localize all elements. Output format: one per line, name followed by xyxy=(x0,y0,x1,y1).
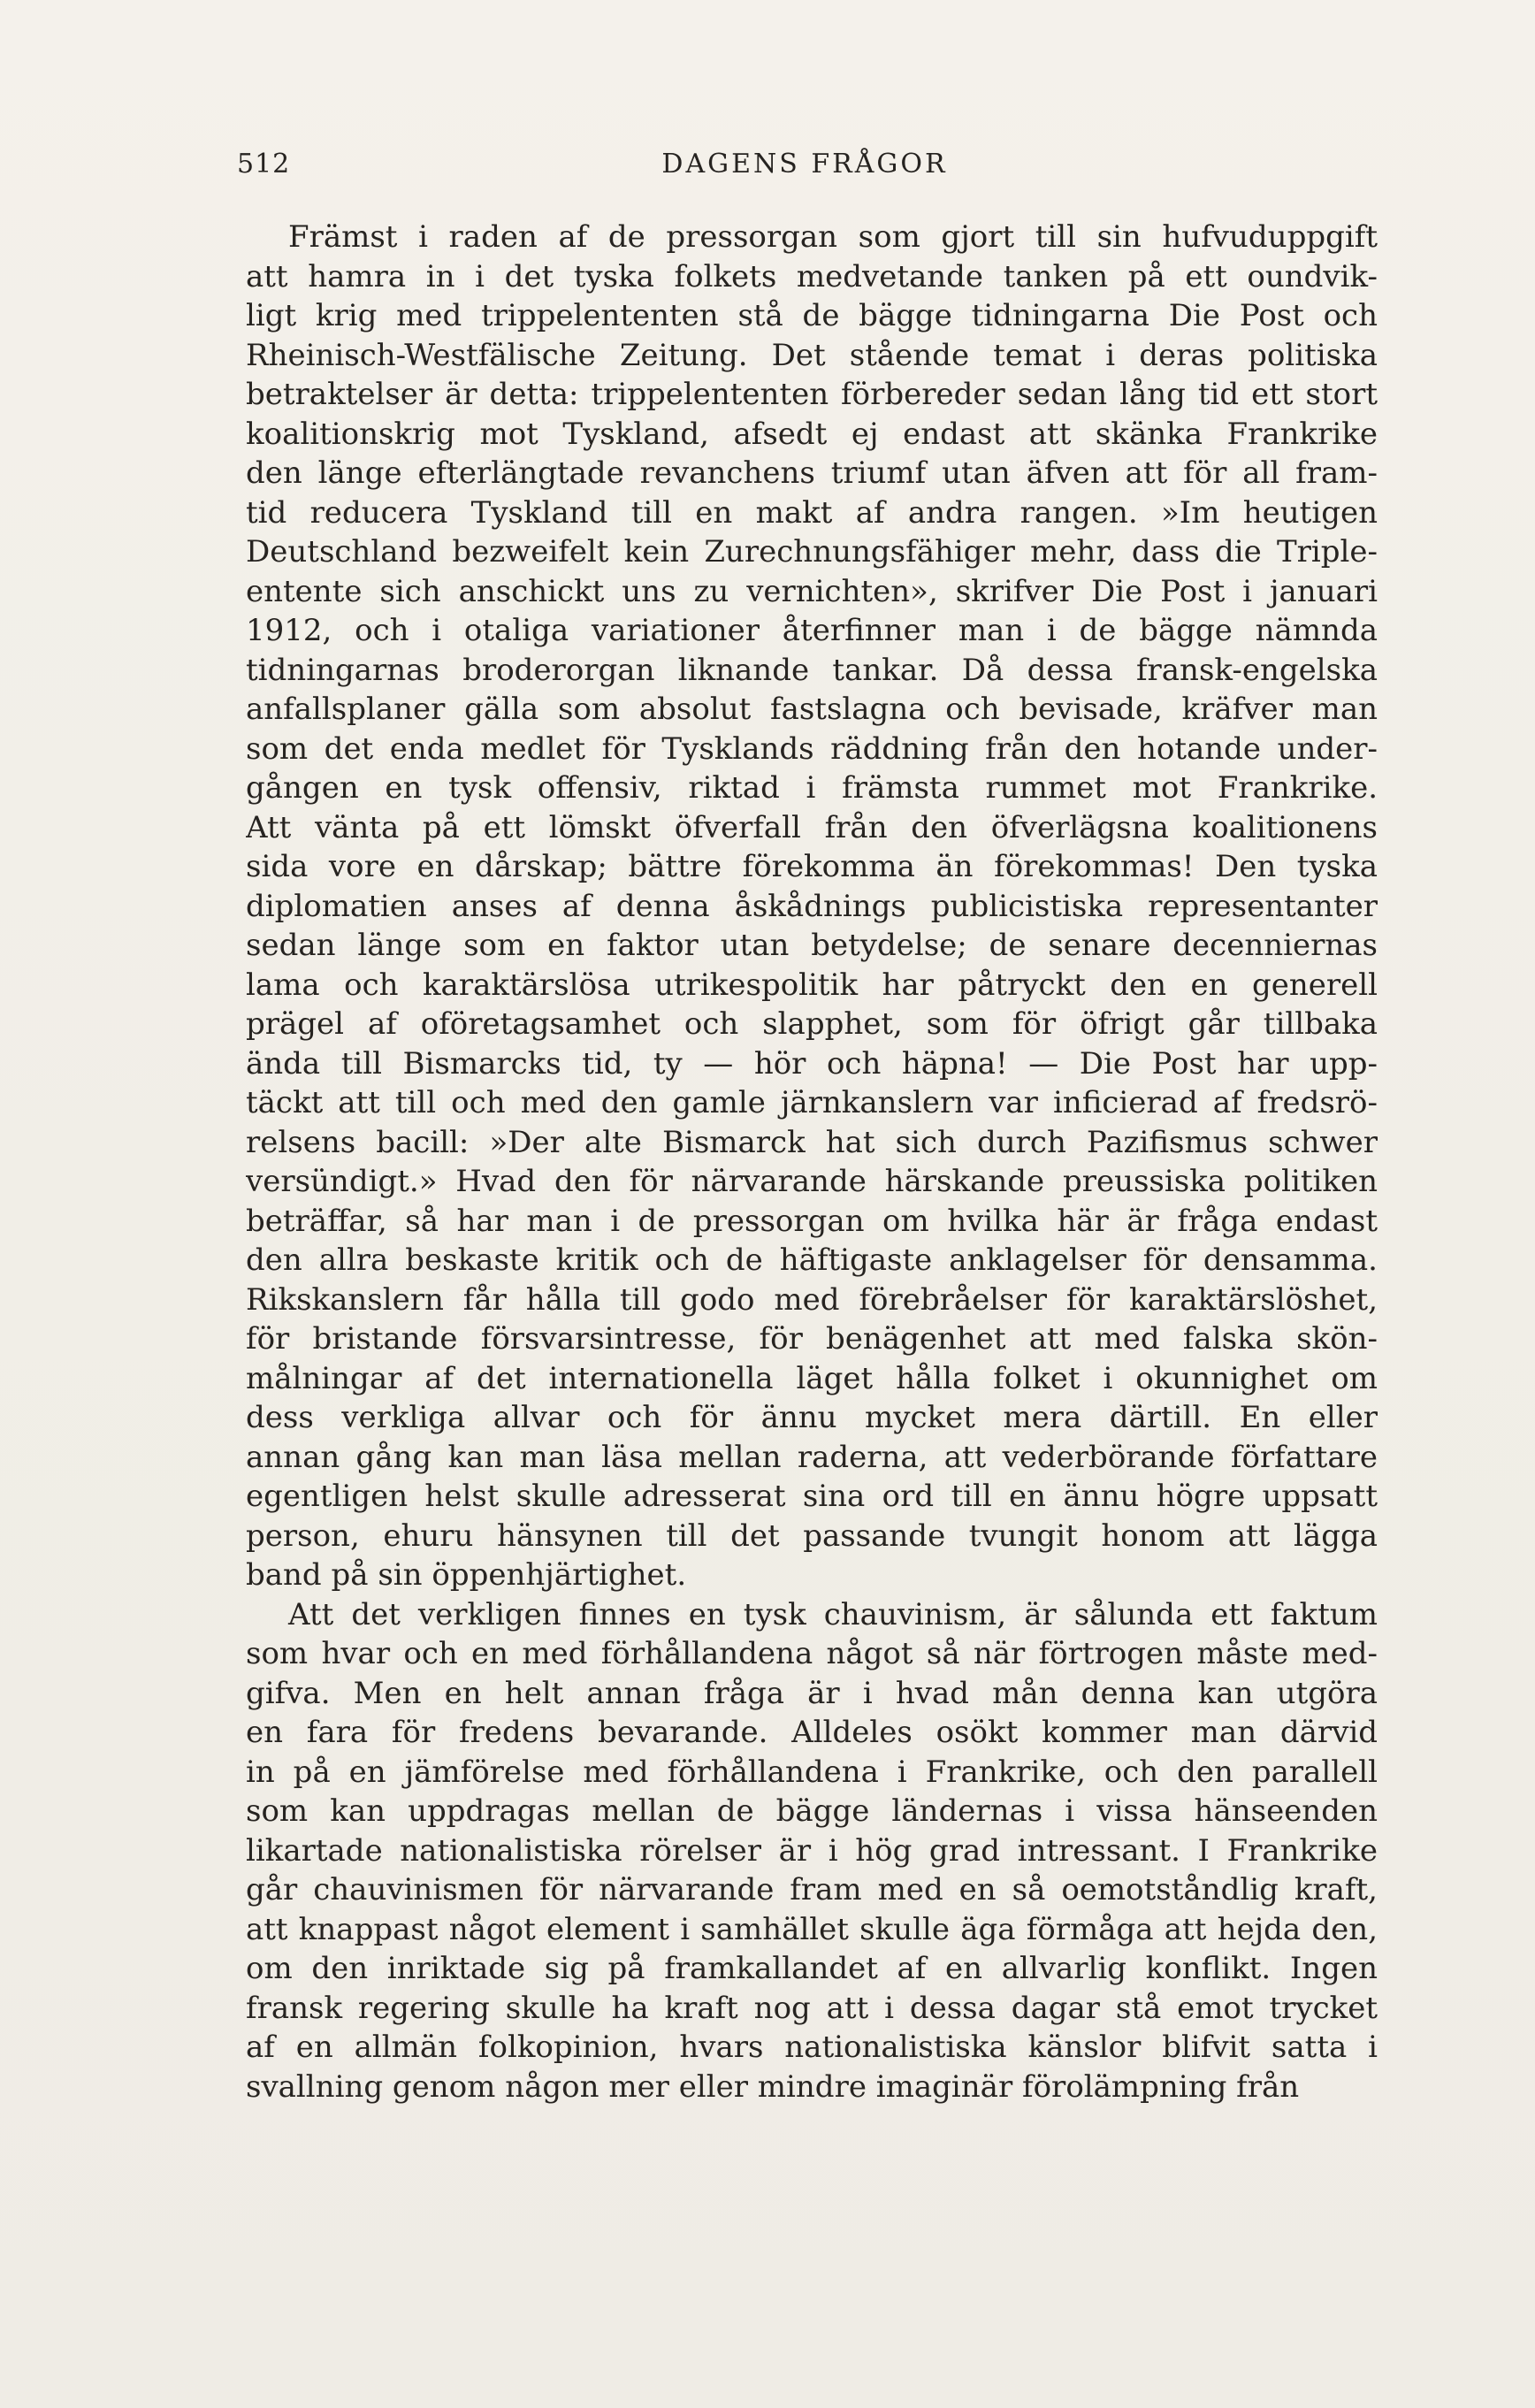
text-line: Främst i raden af de pressorgan som gjort till sin hufvuduppgift xyxy=(288,219,1378,255)
page-number: 512 xyxy=(237,149,291,180)
paragraph xyxy=(246,218,1378,1595)
text-line: att knappast något element i samhället skulle äga förmåga att hejda den, xyxy=(246,1911,1378,1947)
text-line: tid reducera Tyskland till en makt af andra rangen. »Im heutigen xyxy=(246,494,1378,531)
text-line: koalitionskrig mot Tyskland, afsedt ej endast att skänka Frankrike xyxy=(246,416,1378,452)
text-line: ända till Bismarcks tid, ty — hör och häpna! — Die Post har upp- xyxy=(246,1045,1378,1082)
text-line: den länge efterlängtade revanchens triumf utan äfven att för all fram- xyxy=(246,455,1378,491)
text-line: tidningarnas broderorgan liknande tankar. Då dessa fransk-engelska xyxy=(246,652,1378,688)
text-line: anfallsplaner gälla som absolut fastslagna och bevisade, kräfver man xyxy=(246,692,1378,727)
running-title: DAGENS FRÅGOR xyxy=(661,149,948,180)
paragraph xyxy=(246,1595,1378,2107)
text-line: relsens bacill: »Der alte Bismarck hat sich durch Pazifismus schwer xyxy=(246,1124,1378,1160)
text-line: täckt att till och med den gamle järnkanslern var inficierad af fredsrö- xyxy=(246,1085,1378,1120)
text-line: 1912, och i otaliga variationer återfinner man i de bägge nämnda xyxy=(246,613,1378,648)
text-line: person, ehuru hänsynen till det passande tvungit honom att lägga xyxy=(246,1517,1378,1554)
text-line: sida vore en dårskap; bättre förekomma än förekommas! Den tyska xyxy=(246,849,1378,884)
text-line: lama och karaktärslösa utrikespolitik har påtryckt den en generell xyxy=(246,967,1378,1003)
text-line: annan gång kan man läsa mellan raderna, att vederbörande författare xyxy=(246,1439,1378,1475)
body-text xyxy=(246,218,1378,2106)
text-line: svallning genom någon mer eller mindre imaginär förolämpning från xyxy=(246,2068,1300,2105)
text-line: en fara för fredens bevarande. Alldeles osökt kommer man därvid xyxy=(246,1715,1378,1750)
text-line: dess verkliga allvar och för ännu mycket mera därtill. En eller xyxy=(246,1400,1378,1435)
text-line: fransk regering skulle ha kraft nog att i dessa dagar stå emot trycket xyxy=(246,1990,1378,2026)
text-line: beträffar, så har man i de pressorgan om hvilka här är fråga endast xyxy=(246,1203,1378,1239)
text-line: sedan länge som en faktor utan betydelse; de senare decenniernas xyxy=(246,928,1378,963)
text-line: af en allmän folkopinion, hvars nationalistiska känslor blifvit satta i xyxy=(246,2030,1378,2065)
text-line: den allra beskaste kritik och de häftigaste anklagelser för densamma. xyxy=(246,1242,1378,1278)
text-line: Deutschland bezweifelt kein Zurechnungsfähiger mehr, dass die Triple- xyxy=(246,534,1378,570)
text-line: in på en jämförelse med förhållandena i Frankrike, och den parallell xyxy=(246,1754,1378,1790)
text-line: likartade nationalistiska rörelser är i hög grad intressant. I Frankrike xyxy=(246,1832,1378,1869)
text-line: entente sich anschickt uns zu vernichten», skrifver Die Post i januari xyxy=(246,573,1378,609)
text-line: betraktelser är detta: trippelententen förbereder sedan lång tid ett stort xyxy=(246,377,1378,412)
text-line: band på sin öppenhjärtighet. xyxy=(246,1557,687,1593)
text-line: som kan uppdragas mellan de bägge ländernas i vissa hänseenden xyxy=(246,1793,1378,1829)
text-line: som det enda medlet för Tysklands räddning från den hotande under- xyxy=(246,730,1378,767)
text-line: att hamra in i det tyska folkets medvetande tanken på ett oundvik- xyxy=(246,258,1378,294)
text-line: diplomatien anses af denna åskådnings publicistiska representanter xyxy=(246,888,1378,924)
text-line: Att det verkligen finnes en tysk chauvinism, är sålunda ett faktum xyxy=(288,1596,1378,1632)
text-line: versündigt.» Hvad den för närvarande härskande preussiska politiken xyxy=(246,1164,1378,1199)
text-line: prägel af oföretagsamhet och slapphet, som för öfrigt går tillbaka xyxy=(246,1006,1378,1042)
text-line: Att vänta på ett lömskt öfverfall från den öfverlägsna koalitionens xyxy=(246,809,1378,845)
text-line: som hvar och en med förhållandena något så när förtrogen måste med- xyxy=(246,1636,1378,1671)
text-line: går chauvinismen för närvarande fram med en så oemotståndlig kraft, xyxy=(246,1872,1378,1907)
text-line: för bristande försvarsintresse, för benägenhet att med falska skön- xyxy=(246,1321,1378,1357)
text-line: Rikskanslern får hålla till godo med förebråelser för karaktärslöshet, xyxy=(246,1281,1378,1318)
text-line: gången en tysk offensiv, riktad i främsta rummet mot Frankrike. xyxy=(246,770,1378,806)
text-line: målningar af det internationella läget hålla folket i okunnighet om xyxy=(246,1360,1378,1396)
text-line: om den inriktade sig på framkallandet af en allvarlig konflikt. Ingen xyxy=(246,1951,1378,1986)
text-line: ligt krig med trippelententen stå de bägge tidningarna Die Post och xyxy=(246,298,1378,333)
text-line: Rheinisch-Westfälische Zeitung. Det stående temat i deras politiska xyxy=(246,337,1378,373)
page-header xyxy=(237,149,1372,187)
text-line: gifva. Men en helt annan fråga är i hvad mån denna kan utgöra xyxy=(246,1675,1378,1711)
text-line: egentligen helst skulle adresserat sina ord till en ännu högre uppsatt xyxy=(246,1479,1378,1514)
